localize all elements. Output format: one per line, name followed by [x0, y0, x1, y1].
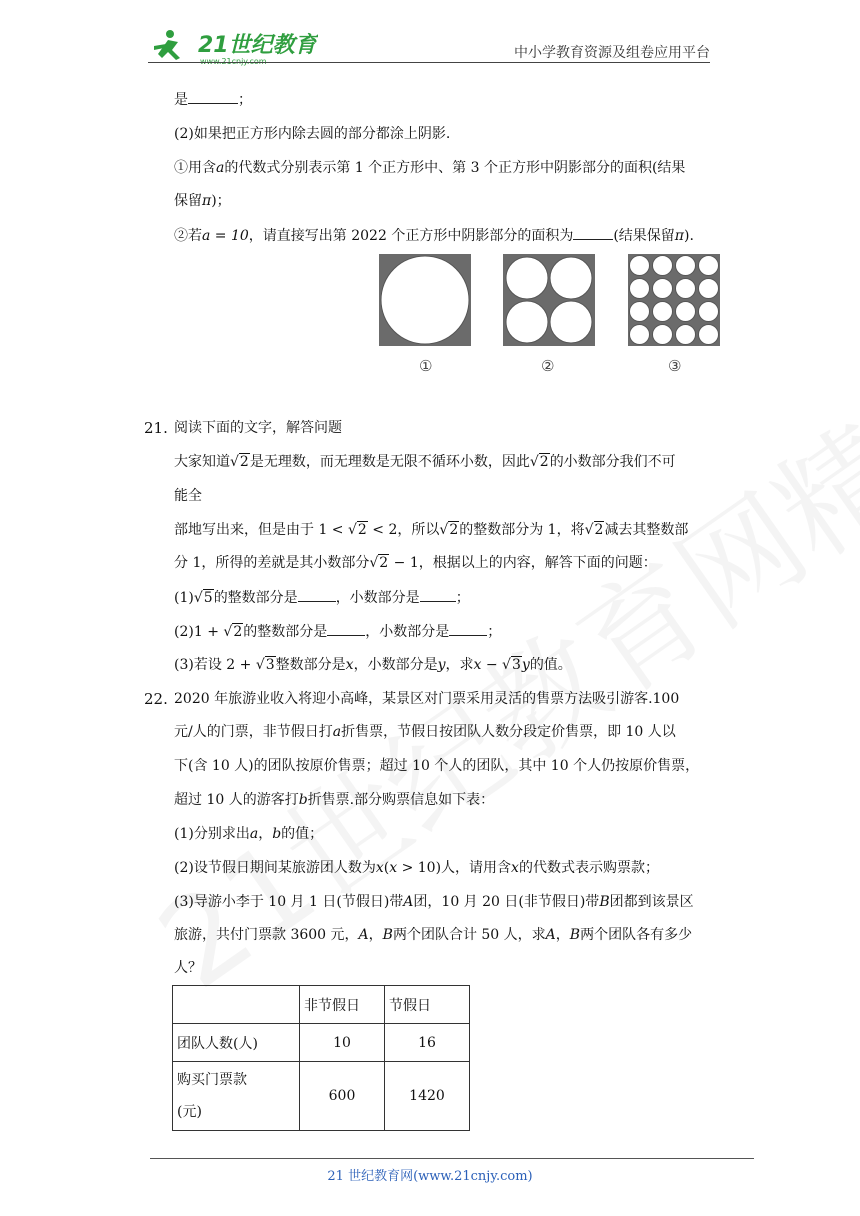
q21-part2: (2)1 + √2的整数部分是 ，小数部分是 ；: [174, 621, 501, 642]
table-cell: 600: [300, 1062, 385, 1131]
figure-3-circle: [653, 325, 673, 345]
figure-3-circle: [630, 279, 650, 299]
figure-3-label: ③: [668, 357, 682, 375]
q20-part2-1-cont: 保留π)；: [174, 193, 231, 209]
figure-3-circle: [630, 325, 650, 345]
q22-line2: 元/人的门票，非节假日打a折售票，节假日按团队人数分段定价售票，即 10 人以: [174, 724, 676, 740]
q22-line1: 2020 年旅游业收入将迎小高峰，某景区对门票采用灵活的售票方法吸引游客.100: [174, 691, 680, 707]
q21-line2: 能全: [174, 488, 202, 504]
svg-text:21世纪教育: 21世纪教育: [198, 33, 317, 58]
q22-part2: (2)设节假日期间某旅游团人数为x(x > 10)人，请用含x的代数式表示购票款；: [174, 860, 659, 876]
q21-part3: (3)若设 2 + √3整数部分是x，小数部分是y，求x − √3y的值。: [174, 657, 572, 673]
q22-part3-end: 人？: [174, 960, 202, 976]
figure-3-circle: [699, 325, 719, 345]
q21-number: 21.: [144, 419, 168, 437]
figure-3-circle: [676, 325, 696, 345]
q22-line3: 下(含 10 人)的团队按原价售票；超过 10 个人的团队，其中 10 个人仍按原价售票，: [174, 758, 700, 774]
platform-title: 中小学教育资源及组卷应用平台: [514, 45, 710, 61]
table-header: 节假日: [385, 986, 470, 1024]
ticket-table: [172, 985, 470, 1131]
figure-1-label: ①: [419, 357, 433, 375]
figure-3-circle: [676, 302, 696, 322]
table-row: [173, 1024, 470, 1062]
q20-line0: 是 ；: [174, 89, 252, 110]
q21-title: 阅读下面的文字，解答问题: [174, 420, 342, 436]
figure-3-circle: [630, 256, 650, 276]
q22-part1: (1)分别求出a，b的值；: [174, 826, 324, 842]
q21-line3: 部地写出来，但是由于 1 < √2 < 2，所以√2的整数部分为 1，将√2减去其整数部: [174, 522, 689, 538]
figure-1: [379, 254, 471, 346]
table-row: [173, 1062, 470, 1131]
figure-3-circle: [653, 256, 673, 276]
figure-3-circle: [653, 279, 673, 299]
table-cell: 团队人数(人): [173, 1024, 300, 1062]
q22-number: 22.: [144, 690, 168, 708]
q20-part2-1: ①用含a的代数式分别表示第 1 个正方形中、第 3 个正方形中阴影部分的面积(结果: [174, 160, 686, 176]
q21-line4: 分 1，所得的差就是其小数部分√2 − 1，根据以上的内容，解答下面的问题：: [174, 555, 657, 571]
table-cell: 购买门票款 (元): [173, 1062, 300, 1131]
table-row: [173, 986, 470, 1024]
q20-part2: (2)如果把正方形内除去圆的部分都涂上阴影.: [174, 126, 451, 142]
figure-3-circle: [653, 302, 673, 322]
header-divider: [148, 62, 710, 63]
footer-link[interactable]: 21 世纪教育网(www.21cnjy.com): [327, 1169, 533, 1184]
q21-line1: 大家知道√2是无理数，而无理数是无限不循环小数，因此√2的小数部分我们不可: [174, 454, 676, 470]
footer-divider: [150, 1158, 754, 1159]
figure-3: [628, 254, 720, 346]
table-header: 非节假日: [300, 986, 385, 1024]
q20-part2-2: ②若a = 10，请直接写出第 2022 个正方形中阴影部分的面积为 (结果保留π).: [174, 225, 694, 246]
table-cell: 1420: [385, 1062, 470, 1131]
figure-3-circle: [630, 302, 650, 322]
table-cell: [173, 986, 300, 1024]
q21-part1: (1)√5的整数部分是 ，小数部分是 ；: [174, 587, 470, 608]
figure-2-label: ②: [541, 357, 555, 375]
q22-line4: 超过 10 人的游客打b折售票.部分购票信息如下表：: [174, 792, 495, 808]
figure-3-circle: [676, 256, 696, 276]
table-cell: 16: [385, 1024, 470, 1062]
figure-3-circle: [699, 279, 719, 299]
q22-part3: (3)导游小李于 10 月 1 日(节假日)带A团，10 月 20 日(非节假日)带B团都到该景区: [174, 894, 694, 910]
table-cell: 10: [300, 1024, 385, 1062]
figure-3-circle: [676, 279, 696, 299]
figure-2: [503, 254, 595, 346]
figure-3-circle: [699, 302, 719, 322]
figure-3-circle: [699, 256, 719, 276]
q22-part3-cont: 旅游，共付门票款 3600 元，A，B两个团队合计 50 人，求A，B两个团队各有多少: [174, 927, 693, 943]
